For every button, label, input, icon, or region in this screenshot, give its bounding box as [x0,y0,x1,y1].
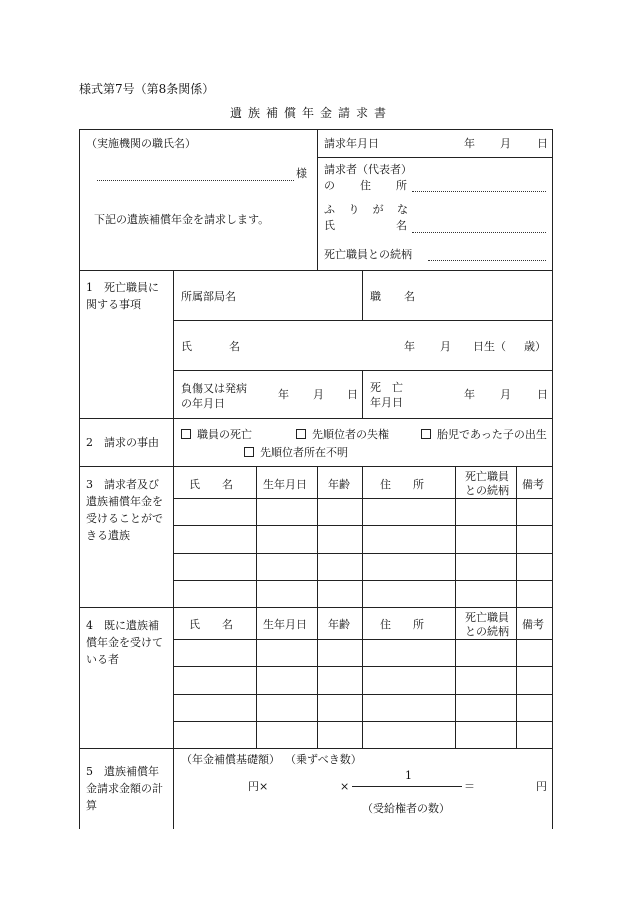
section5-label: 5 遺族補償年金請求金額の計算 [86,765,163,812]
s3-col-remarks: 備考 [522,478,544,491]
s4-col-birthdate: 生年月日 [263,618,307,631]
section3-label: 3 請求者及び遺族補償年金を受けることができる遺族 [86,478,163,542]
s3-col-address: 住 所 [380,478,424,491]
reason-death[interactable] [181,428,252,442]
death-year[interactable]: 年 [464,388,475,401]
address-label-ju: 住 [360,179,371,192]
relation-field[interactable] [428,260,546,261]
s4-col-relation: 死亡職員との続柄 [465,611,509,638]
agency-name-field[interactable] [97,180,294,181]
injury-month[interactable]: 月 [313,388,324,401]
birth-month[interactable]: 月 [440,340,451,353]
death-date-label-1: 死 亡 [370,381,403,394]
dept-label: 所属部局名 [181,290,236,303]
section2-label: 2 請求の事由 [86,436,159,449]
reason-death-label: 職員の死亡 [197,428,252,441]
claimant-name-field[interactable] [412,232,546,233]
reason-fetus-birth[interactable] [421,428,547,442]
s4-col-name: 氏 名 [189,618,233,631]
request-year[interactable]: 年 [464,137,475,150]
form-number: 様式第7号（第8条関係） [79,82,215,96]
request-text: 下記の遺族補償年金を請求します。 [94,213,270,226]
checkbox-icon[interactable] [181,429,191,439]
relation-label: 死亡職員との続柄 [324,248,412,261]
multiplier-label: （乗ずべき数） [285,753,362,766]
checkbox-icon[interactable] [244,447,254,457]
address-label-sho: 所 [396,179,407,192]
agency-label: （実施機関の職氏名） [86,137,196,150]
checkbox-icon[interactable] [296,429,306,439]
birth-day[interactable]: 日生（ [473,340,506,353]
reason-unknown[interactable] [244,446,348,460]
yen-times[interactable]: 円× [248,780,269,793]
injury-day[interactable]: 日 [347,388,358,401]
s3-col-name: 氏 名 [189,478,233,491]
request-month[interactable]: 月 [500,137,511,150]
sama-label: 様 [296,167,307,180]
s3-col-relation: 死亡職員との続柄 [465,470,509,497]
s4-col-age: 年齢 [328,618,350,631]
s4-col-remarks: 備考 [522,618,544,631]
injury-date-label: 負傷又は発病の年月日 [181,382,247,410]
equals-sign: ＝ [464,780,475,793]
furigana-label: ふ り が な [324,203,408,216]
reason-unknown-label: 先順位者所在不明 [260,446,348,459]
address-label-no: の [324,179,335,192]
injury-year[interactable]: 年 [278,388,289,401]
death-date-label-2: 年月日 [370,396,403,409]
death-month[interactable]: 月 [500,388,511,401]
death-day[interactable]: 日 [537,388,548,401]
reason-fetus-birth-label: 胎児であった子の出生 [437,428,547,441]
fraction-bar [352,786,462,787]
reason-forfeiture[interactable] [296,428,389,442]
deceased-name-label-1: 氏 [181,340,192,353]
s3-col-age: 年齢 [328,478,350,491]
request-date-label: 請求年月日 [324,137,379,150]
section1-label: 1 死亡職員に関する事項 [86,281,159,311]
section4-label: 4 既に遺族補償年金を受けている者 [86,619,163,666]
fraction-denominator: （受給権者の数） [362,802,450,815]
deceased-name-label-2: 名 [229,340,240,353]
claimant-label: 請求者（代表者） [324,163,412,176]
age-suffix[interactable]: 歳） [524,340,546,353]
base-amount-label: （年金補償基礎額） [181,753,280,766]
result-yen[interactable]: 円 [536,780,547,793]
s3-col-birthdate: 生年月日 [263,478,307,491]
reason-forfeiture-label: 先順位者の失権 [312,428,389,441]
checkbox-icon[interactable] [421,429,431,439]
birth-year[interactable]: 年 [404,340,415,353]
claimant-name-label-1: 氏 [324,219,335,232]
request-day[interactable]: 日 [537,137,548,150]
claimant-name-label-2: 名 [396,219,407,232]
page-title: 遺族補償年金請求書 [230,106,393,120]
claimant-address-field[interactable] [412,191,546,192]
s4-col-address: 住 所 [380,618,424,631]
position-label-1: 職 [370,290,381,303]
times-sign: × [340,780,350,793]
position-label-2: 名 [404,290,415,303]
fraction-numerator: 1 [405,769,412,782]
